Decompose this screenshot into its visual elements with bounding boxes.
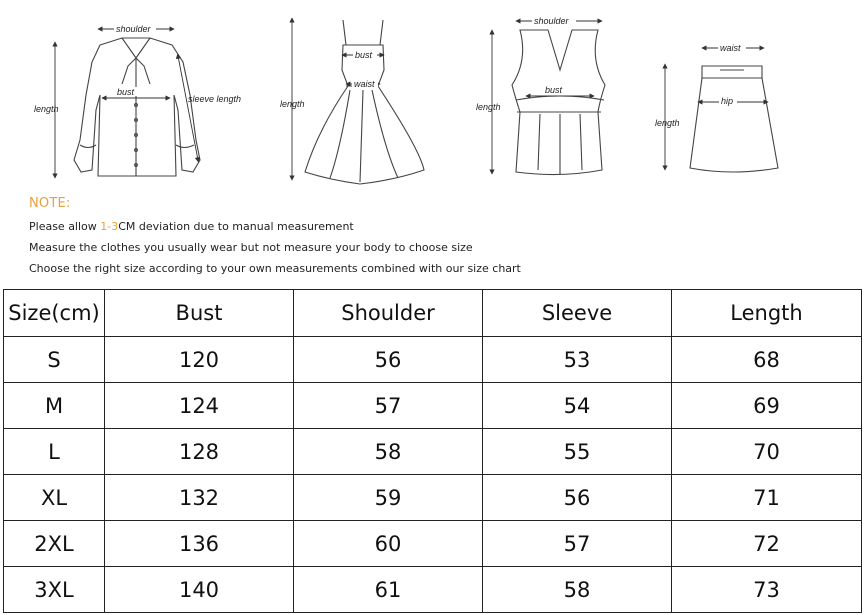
cell-shoulder: 57 — [294, 383, 483, 429]
skirt-diagram — [690, 66, 778, 172]
note-title: NOTE: — [29, 196, 71, 211]
top-length-label: length — [476, 102, 501, 112]
header-bust: Bust — [105, 290, 294, 337]
cell-size: S — [4, 337, 105, 383]
cell-sleeve: 55 — [483, 429, 672, 475]
measurement-note — [29, 196, 789, 283]
table-row — [4, 521, 862, 567]
note-deviation-range: 1-3 — [100, 220, 119, 233]
note-line-measure: Measure the clothes you usually wear but not measure your body to choose size — [29, 241, 473, 254]
cell-bust: 132 — [105, 475, 294, 521]
cell-shoulder: 60 — [294, 521, 483, 567]
cell-shoulder: 58 — [294, 429, 483, 475]
cell-size: M — [4, 383, 105, 429]
skirt-hip-label: hip — [721, 96, 734, 106]
top-shoulder-label: shoulder — [534, 16, 569, 26]
table-row — [4, 383, 862, 429]
cell-sleeve: 58 — [483, 567, 672, 613]
note-line-deviation — [29, 220, 789, 234]
cell-length: 68 — [672, 337, 862, 383]
cell-length: 70 — [672, 429, 862, 475]
skirt-length-label: length — [655, 118, 680, 128]
blouse-bust-label: bust — [117, 87, 135, 97]
note-line-choose: Choose the right size according to your own measurements combined with our size chart — [29, 262, 521, 275]
blouse-shoulder-label: shoulder — [116, 24, 151, 34]
cell-sleeve: 57 — [483, 521, 672, 567]
dress-length-label: length — [280, 99, 305, 109]
cell-bust: 128 — [105, 429, 294, 475]
blouse-sleeve-length-label: sleeve length — [188, 94, 242, 104]
table-row — [4, 567, 862, 613]
dress-waist-label: waist — [354, 79, 375, 89]
skirt-waist-label: waist — [720, 43, 741, 53]
cell-bust: 124 — [105, 383, 294, 429]
cell-sleeve: 56 — [483, 475, 672, 521]
header-shoulder: Shoulder — [294, 290, 483, 337]
cell-size: XL — [4, 475, 105, 521]
dress-diagram — [305, 20, 424, 184]
blouse-diagram — [74, 38, 200, 176]
header-size: Size(cm) — [4, 290, 105, 337]
size-chart-table — [3, 289, 862, 613]
table-row — [4, 429, 862, 475]
cell-shoulder: 61 — [294, 567, 483, 613]
cell-shoulder: 59 — [294, 475, 483, 521]
cell-length: 72 — [672, 521, 862, 567]
cell-sleeve: 54 — [483, 383, 672, 429]
cell-size: 2XL — [4, 521, 105, 567]
table-header-row — [4, 290, 862, 337]
cell-size: L — [4, 429, 105, 475]
cell-bust: 120 — [105, 337, 294, 383]
cell-sleeve: 53 — [483, 337, 672, 383]
cell-length: 73 — [672, 567, 862, 613]
cell-length: 71 — [672, 475, 862, 521]
table-row — [4, 337, 862, 383]
cell-length: 69 — [672, 383, 862, 429]
cell-size: 3XL — [4, 567, 105, 613]
note-line-deviation-end: CM deviation due to manual measurement — [118, 220, 354, 233]
blouse-length-label: length — [34, 104, 59, 114]
header-length: Length — [672, 290, 862, 337]
dress-bust-label: bust — [355, 50, 373, 60]
measurement-illustration-panel — [0, 0, 864, 289]
header-sleeve: Sleeve — [483, 290, 672, 337]
top-bust-label: bust — [545, 85, 563, 95]
cell-bust: 136 — [105, 521, 294, 567]
cell-bust: 140 — [105, 567, 294, 613]
note-line-deviation-start: Please allow — [29, 220, 101, 233]
table-row — [4, 475, 862, 521]
cell-shoulder: 56 — [294, 337, 483, 383]
top-diagram — [512, 30, 605, 175]
